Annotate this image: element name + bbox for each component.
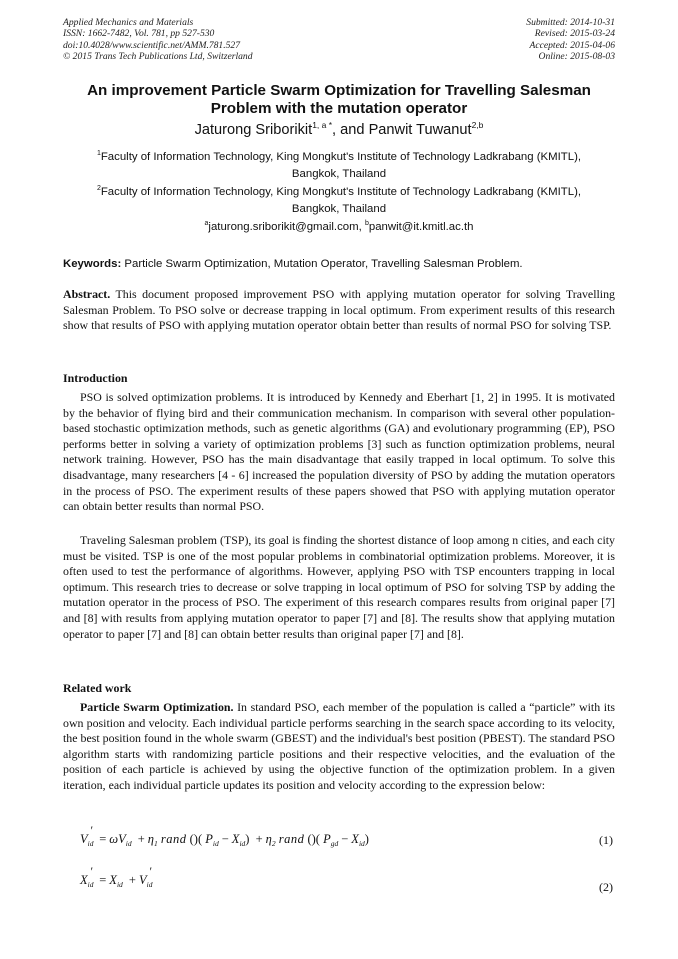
keywords (63, 256, 615, 272)
intro-paragraph-2: Traveling Salesman problem (TSP), its goal is finding the shortest distance of loop among n cities, and each city must be visited. TSP is one of the most popular problems in combinatorial optimization problems. Moreover, it is often used to test the performance of algorithms. However, applying PSO with TSP encounters trapping in local optimum. This research tries to decrease or solve trapping in local optimum of PSO for solving TSP by adding the mutation operator in the process of PSO. The experiment of this research compares results from original paper [7] and [8] with results from applying mutation operator to paper [7] and [8]. The results show that applying mutation operator to paper [7] and [8] can obtain better results than original paper [7] and [8]. (63, 533, 615, 641)
author-emails (60, 219, 618, 236)
related-work-text: In standard PSO, each member of the population is called a “particle” with its own position and velocity. Each individual particle performs searching in the search space according to its velocity, the best position found in the whole swarm (GBEST) and the individual's best position (PBEST). The standard PSO algorithm starts with randomizing particle positions and their respective velocities, and the evaluation of the position of each particle is achieved by using the objective function of the optimization problem. In a given iteration, each individual particle updates its position and velocity according to the expression below: (63, 700, 615, 792)
abstract-label: Abstract. (63, 287, 111, 301)
affiliation-2 (60, 184, 618, 217)
affiliation-1-text: Faculty of Information Technology, King Mongkut's Institute of Technology Ladkrabang (KMITL), (100, 151, 582, 163)
date-revised: Revised: 2015-03-24 (534, 28, 615, 40)
title-line-1: An improvement Particle Swarm Optimization for Travelling Salesman (87, 82, 591, 99)
journal-issn: ISSN: 1662-7482, Vol. 781, pp 527-530 (63, 28, 215, 40)
author-1: Jaturong Sriborikit (194, 122, 313, 138)
related-work-paragraph (63, 700, 615, 794)
journal-name: Applied Mechanics and Materials (63, 17, 194, 28)
keywords-label: Keywords: (63, 258, 122, 270)
affiliation-1 (60, 149, 618, 182)
equation-2: $X_{id}' = X_{id} + V_{id}'$ (80, 864, 153, 889)
equation-1: $V_{id}' = \omega V_{id} + \eta_1$ rand ()( $P_{id} - X_{id}) + \eta_2$ rand ()( $P_{gd} - X_{id}$) (80, 823, 369, 848)
email-a-mark: a (204, 220, 209, 227)
equation-1-number: (1) (599, 833, 613, 847)
abstract-text: This document proposed improvement PSO with applying mutation operator for solving Travelling Salesman Problem. To PSO solve or decrease trapping in local optimum. From experiment results of this research show that results of PSO with applying mutation operator obtain better than results of normal PSO for solving TSP. (63, 287, 615, 333)
affiliation-2-mark: 2 (96, 185, 101, 192)
affiliation-2-location: Bangkok, Thailand (291, 202, 387, 215)
author-list (60, 121, 618, 139)
email-b[interactable]: panwit@it.kmitl.ac.th (368, 221, 474, 233)
keywords-text: Particle Swarm Optimization, Mutation Operator, Travelling Salesman Problem. (121, 258, 523, 270)
journal-meta (63, 17, 253, 63)
section-heading-related-work: Related work (63, 681, 132, 695)
author-2: Panwit Tuwanut (368, 122, 472, 138)
affiliation-1-mark: 1 (96, 150, 101, 157)
intro-paragraph-1: PSO is solved optimization problems. It is introduced by Kennedy and Eberhart [1, 2] in 1995. It is motivated by the behavior of flying bird and their communication mechanism. In comparison with several other population-based stochastic optimization methods, such as genetic algorithms (GA) and evolutionary programming (EP), PSO performs better in solving a variety of optimization problems [3] such as function optimization problems, neural network training. However, PSO has the main disadvantage that easily trapped in local optimum. To solve this disadvantage, many researchers [4 - 6] increased the population diversity of PSO by adding the mutation operators in the process of PSO. The experiment results of these papers showed that PSO with applying mutation operator can obtain better results than normal PSO. (63, 390, 615, 514)
affiliation-1-location: Bangkok, Thailand (291, 167, 387, 180)
date-online: Online: 2015-08-03 (538, 51, 615, 63)
affiliation-2-text: Faculty of Information Technology, King Mongkut's Institute of Technology Ladkrabang (KMITL), (100, 186, 582, 198)
abstract (63, 287, 615, 334)
email-a[interactable]: jaturong.sriborikit@gmail.com, (208, 221, 365, 233)
author-separator: , and (332, 122, 369, 138)
paper-title (60, 82, 618, 118)
journal-doi: doi:10.4028/www.scientific.net/AMM.781.527 (63, 39, 241, 51)
author-2-marks: 2,b (471, 120, 484, 130)
title-line-2: Problem with the mutation operator (210, 100, 468, 117)
email-b-mark: b (364, 220, 369, 227)
equation-2-number: (2) (599, 880, 613, 894)
journal-copyright: © 2015 Trans Tech Publications Ltd, Switzerland (63, 51, 253, 63)
subsection-label-pso: Particle Swarm Optimization. (80, 700, 234, 714)
section-heading-introduction: Introduction (63, 371, 128, 385)
date-submitted: Submitted: 2014-10-31 (526, 17, 615, 28)
date-accepted: Accepted: 2015-04-06 (529, 39, 615, 51)
submission-dates (526, 17, 615, 63)
author-1-marks: 1, a * (312, 120, 333, 130)
